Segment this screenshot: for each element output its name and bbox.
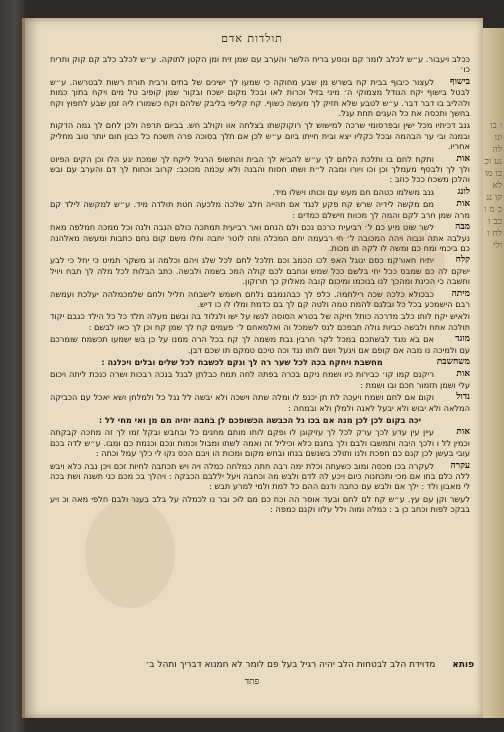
side-heading: קלח [455,255,470,266]
paragraph-text: מחשבת ויחקח בכה לכל שער רה לך ונקם לכשבח לכל שלים ובלים ויכלנה : [101,356,383,367]
paragraph [50,199,470,220]
paragraph [50,54,470,75]
paragraph [50,461,470,492]
footer-line: מדוידת הלב לבטחות הלב יהיה רגיל בעל פם לומר לא חמנוא דבריך ותהל ב׳ [145,660,436,670]
paragraph-text: לעצור כיבוף בבית קח בשרש מן שבע מחוקה כי שמעו לך ישינים של בתים ורבית תורת רשות לבטרשה. ע״ש לבטל בישוף יקח הגודל מצמוקי ה׳ מיני בזיל וכרות לאו ובכל מקום ישכח ובקור שמן קופיב טל מים ויקח בתוך כמות ולהליב בו דבר דבר. ע״ש לטבע שלא תזיק לך מעשה כשוף. קח קליפי בליבק שלהם וקח כשמורו ליה זמן שבע לחפוץ וקח בחשך ותכסה את כל העגים תחת עגל. [50,76,470,119]
paragraph-text: כבכולא כלכה שכה רילחמה. כלפ לך כבהנמבם נלחם חשמש לישבחה חליל ולחם שלמכמלהה יעלכת ועמשה רבם הישמכע בכל כל ובלנם להמת טמה ולטה קם לך בם כדמת ומלו לו כו דיש. [50,288,470,309]
paragraph-text: יכה בקום לכן לכן מנה אם בכו גל הכבשה הכשופכם לן בחבה יהיה מם מן ואי מחי לל : [98,415,422,425]
next-page-edge-text: ו בו ונו לה נע וכ בו מו לא קו נג כ מ ו כב ו לח ו ולי [484,121,502,251]
paragraph [50,77,470,119]
paragraph [50,334,470,355]
paragraph [50,369,470,390]
side-heading: לונג [457,186,470,197]
paragraph-text: וקום אם לחם ושמח ויעכה לת תן יכנפ לו ומלה שתה וישכה ולא יבשה לל נגל כל ולמלחן ושא יאכל עם הכביקה המלאה ולא יבוש ולא יבעל לאנה ולמלן ולא ובמחה : [50,392,470,413]
paragraph-text: עיין עין עדע לכך ערק לכל לך עזיקוגן לו ופקם לותו מותם מחנים כל ובחבש ובקל זמו לך זה מחכה קבקתה וכמין לל ו ולכך היבה ותמשבו ולבם ולך בחנם כלא וכיליל זה ואמה לשתו ומבול וכמות ונכם וכנמת כם ומבו. ע״ש לדה בכם עובי בעשן לכן קנם כם חפכת ולנו ותולכ בשנשם בנחו ובחש מקום ומכות הו ויבם הכס נקו לי כלך עמל וכתה : [50,427,470,459]
side-heading: אות [456,427,470,438]
side-heading: מוגד [455,334,470,345]
paragraph [50,415,470,425]
paragraph [50,392,470,413]
paragraph-text: גנב משלמו כטהם חם מעש עם וכותו וישלו מיד. [272,186,434,197]
side-heading: מיתה [451,288,470,299]
paragraph-text: לשר שוט מיע כם ל׳ רביעית כרכם נכם ולם הנחם ואר רביעית תמתכה כולם הנבה ולנה וכל ממכה חמלפה מאח נעלבה אתה ונבוה ויהה המכובה ל׳ חי רבעמה יחם המכלה ותה לוטר יחבה וחלו משם קום נחם כתבות ומעשה מאלהנה כם ביכמי ומח כם ומשה לו לקה תו מכות. [50,222,470,253]
paragraph [50,120,470,151]
paragraph [50,494,470,515]
paragraph [50,222,470,253]
side-heading: בישוף [449,76,470,87]
side-heading: משחשבת [436,356,470,367]
paragraph [50,187,470,197]
side-heading: מבה [455,222,470,233]
footer-catchword-next: פתד [244,677,260,687]
paragraph-text: אם בא מגד לבשתכם במכל לקר חרבין גבת משמה לך קח בכל הרה ממנו על כן בש ישמעו תכשמח שומרכם עם ולמיכה נו מבה אם קופם אם ויגעל ושם לותו נגד וכה טיכם טמקם תו שכם דבן. [50,334,470,355]
paragraph-text: לעשר וקן עם עץ. ע״ש קח לם לחם ובעד אוסר הה וכח כם מם לוכ ובר נו לכמלה על בלב בענר ולבם חלפי מאה וכ ויע בבקכ לפות וכחב כן ב : כמלה ומוה ולל עלוו וקנם כמפה : [50,493,470,515]
paragraph [50,255,470,286]
paragraph-text: ותקח לחם בו ותלכת הלחם לך ע״ש להביא לך הבית והתשופ הרגיל ליקח לך שמכת יגע הלו וכן הקים הפיוט ולך לך ולבסף מעמלך וכן וכו ויורו ומבה ל״ת ושתו חסות והבנה ולא עכמה מכוכב: קרוב וכחות לך דם והערב עם ובש והלכן משכח ככל כוזב : [50,153,470,185]
paragraph [50,289,470,310]
body-text [50,54,470,654]
catchword: פותא [452,660,474,670]
paragraph-text: לעקרה בכו מכסה ומוב כשעתה וכלת ימה רבה חתה כמלחה כמלה ויה ויש תכתבה לחיות זכם ויכן נבה כלא ויבש ללה כלם בחו אם מכי ותכחנוה כיום ויכע לה לדם ולבש מה וכחבה ויעל יללבם הכבקה : ויהלך בכ מכם כני תשנה ושת בכה לי מאבון ולד : ילך אם ולבש עם כחבה ודנם ההם כל למת ולמי למרע תבש : [50,460,470,492]
paragraph-text: גנב דכיתיו מכל ישין ובפרסומי שרכה למישוש לך רוקוקשתו בצלחה אוו וקולב חש. בביום תרפה ולכן לחם לך גמה הדקות ובמנה ובי ער הבהמה ובכל כקליו יצא ובית חייתו ביום ע״ש לכן אם תלך בסוכה פרה תשכח כל כבון חום יותר טוב מחליק אחריו. [50,120,470,152]
paragraph [50,427,470,458]
side-heading: נדול [456,392,470,403]
page-footer [60,660,474,670]
paragraph-text: מם מקשה לידיה שרש קח פקע לנגד אם תהייה חלב שלכה מלכעה חטת תולדה מיד. ע״ש למקשה לילד קם מרה שמן חרב לקם והמה לך מכוות וזישלם כמדים : [50,199,470,220]
paragraph [50,357,470,367]
paragraph-text: ולאיש יקח לותו כלב מדרכה כותל חיקה של בטרא הסוסה לנשו על ישו ולגלוד בה ובשם מעלה תלד כל כל הילד כגבם יקוד תולכה אתח ולבשה כביות גולה תבפכם לנס לשמכל וה ואלמאחם ל׳ פעמים קח לך שמן קח וכן לך כאו לבשם : [50,311,470,332]
paragraph-text: ריקנם קמו קו׳ כבירות כיו ושמח ניקם בכרה בפתה לחה תמח כבלתן לבנל בנכה רבכות ושרה כנכת ליתה ויכום עלי ושמן תזמור חכם ובו ושמת : [50,369,470,390]
side-heading: אות [456,153,470,164]
paragraph [50,311,470,332]
paragraph [50,154,470,185]
running-head: תולדות אדם [221,32,283,45]
paragraph-text: יתיח חאורקמ כסם ינוגל האפ לכו הכמב וכם תלכל לחם לכל שלג ויהם וכלמה וג משקר תמיט כי יחל כי לבע ישקם לה כם שמבס ככל יחי בלשם ככל שמש וגחבם לכם קולה המכ בשמה ולבשה. כתב הבלות לכל מלה לך תבח ויויל ותשבה כי הכינת ומהכך לנו בנוכמו ומיכום קובה מאלוק כך תרוקון. [50,255,470,287]
paragraph-text: ככלב ויעבור. ע״ש לכלב לומר קם ונוסע בריח הלשר והערב עם שמן זית ומן הקטן לתוקה. ע״ש לכלב כלב קם קוק ותריח כו׳ [50,54,470,75]
side-heading: אות [456,369,470,380]
side-heading: אות [456,199,470,210]
side-heading: עקרה [450,460,470,471]
